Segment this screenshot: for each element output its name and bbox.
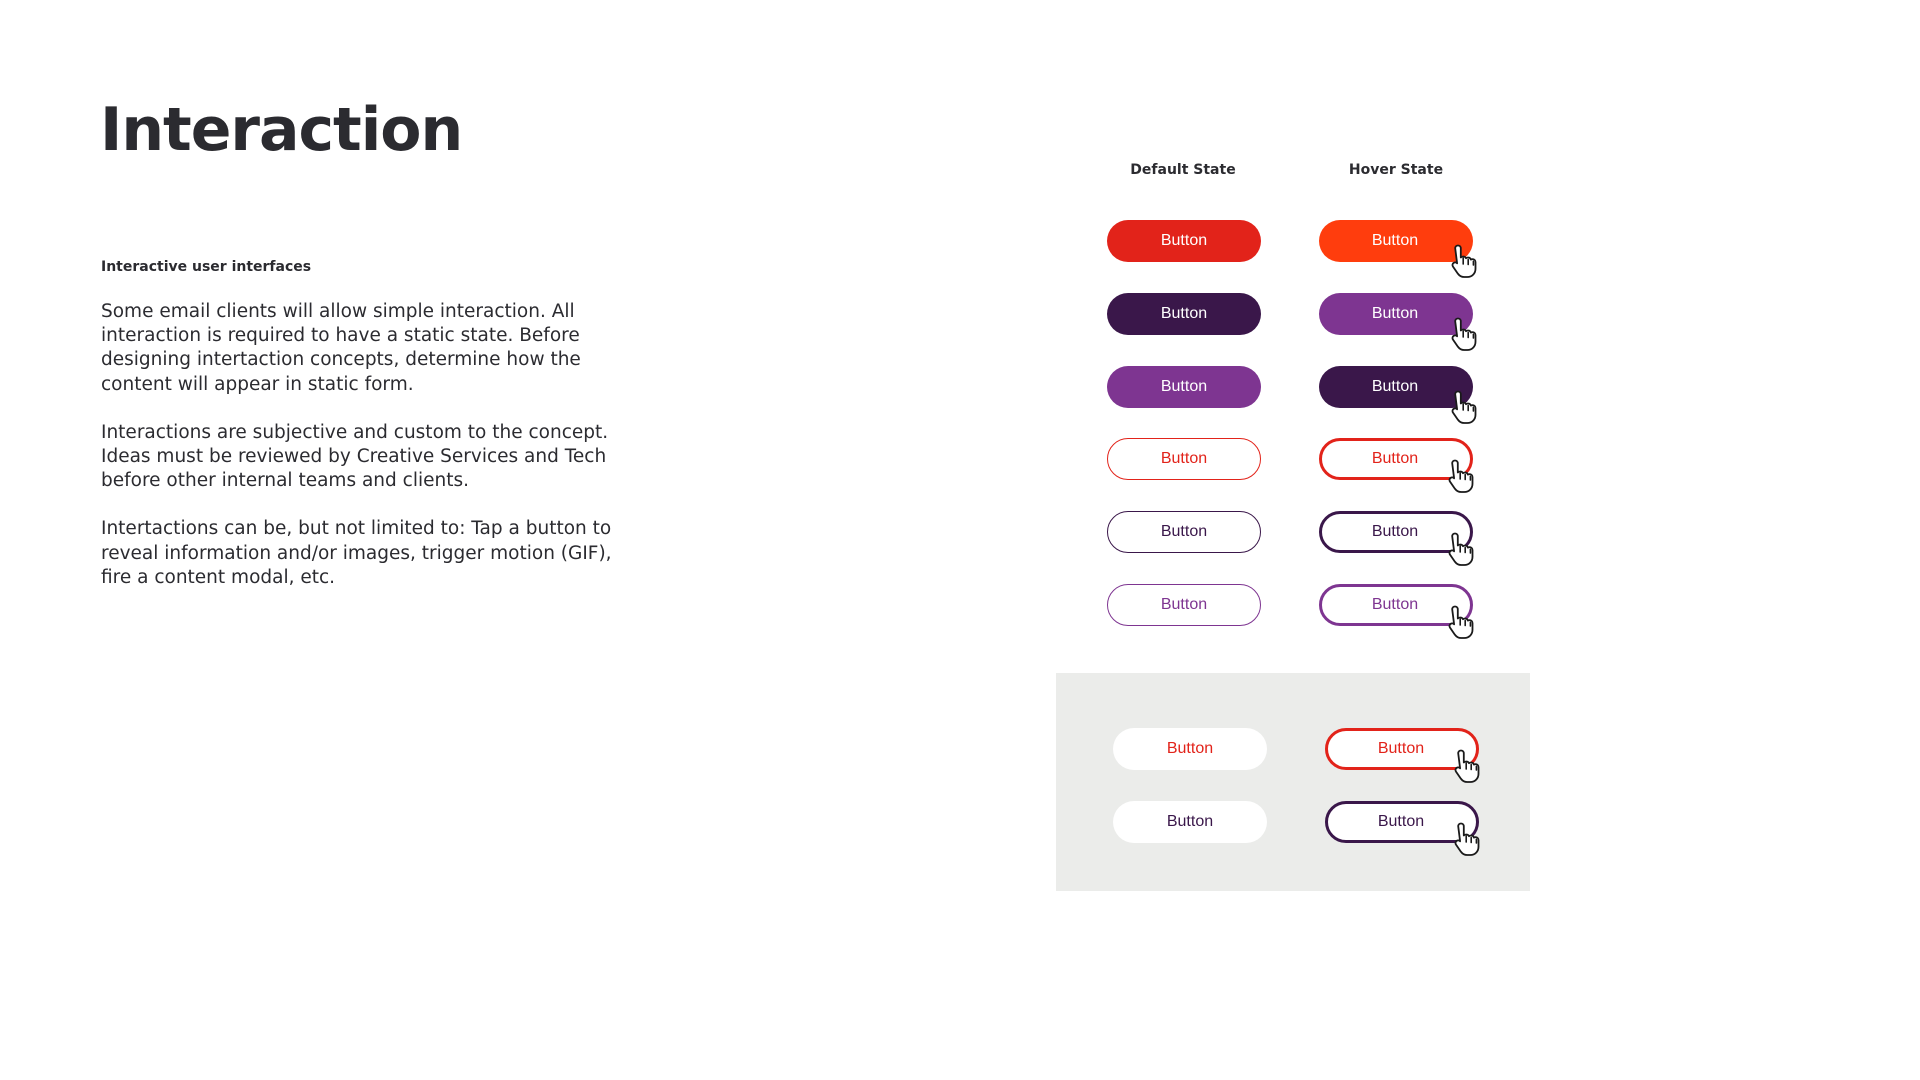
- button-label: Button: [1166, 813, 1214, 830]
- button-label: Button: [1377, 740, 1425, 757]
- body-copy: [101, 300, 641, 614]
- button-label: Button: [1166, 740, 1214, 757]
- button-label: Button: [1371, 596, 1419, 613]
- button-label: Button: [1160, 450, 1208, 467]
- button-label: Button: [1160, 232, 1208, 249]
- solid-red-button-hover[interactable]: [1319, 220, 1473, 262]
- hand-pointer-icon: [1446, 603, 1480, 639]
- hover-state-header: Hover State: [1348, 162, 1444, 178]
- button-label: Button: [1371, 523, 1419, 540]
- hand-pointer-icon: [1449, 315, 1483, 351]
- solid-purple-button-hover[interactable]: [1319, 366, 1473, 408]
- solid-dark-purple-button-hover[interactable]: [1319, 293, 1473, 335]
- button-label: Button: [1371, 378, 1419, 395]
- outline-red-button-hover[interactable]: [1319, 438, 1473, 480]
- paragraph-examples: Intertactions can be, but not limited to: Tap a button to reveal information and/or images, trigger motion (GIF), fire a content modal, etc.: [101, 518, 612, 588]
- paragraph-review: Interactions are subjective and custom to the concept. Ideas must be reviewed by Creative Services and Tech before other internal teams and clients.: [101, 421, 609, 492]
- hand-pointer-icon: [1449, 242, 1483, 278]
- hand-pointer-icon: [1449, 388, 1483, 424]
- outline-dark-purple-button-default[interactable]: [1107, 511, 1261, 553]
- hand-pointer-icon: [1446, 457, 1480, 493]
- hand-pointer-icon: [1452, 820, 1486, 856]
- outline-purple-button-default[interactable]: [1107, 584, 1261, 626]
- outline-red-button-default[interactable]: [1107, 438, 1261, 480]
- button-label: Button: [1371, 232, 1419, 249]
- button-label: Button: [1371, 450, 1419, 467]
- white-red-button-default[interactable]: [1113, 728, 1267, 770]
- white-red-button-hover[interactable]: [1325, 728, 1479, 770]
- white-dark-purple-button-hover[interactable]: [1325, 801, 1479, 843]
- white-dark-purple-button-default[interactable]: [1113, 801, 1267, 843]
- section-label: Interactive user interfaces: [101, 259, 312, 275]
- default-state-header: Default State: [1130, 162, 1236, 178]
- button-label: Button: [1160, 305, 1208, 322]
- button-label: Button: [1371, 305, 1419, 322]
- solid-purple-button-default[interactable]: [1107, 366, 1261, 408]
- outline-dark-purple-button-hover[interactable]: [1319, 511, 1473, 553]
- page-title: Interaction: [100, 95, 463, 165]
- button-label: Button: [1160, 523, 1208, 540]
- hand-pointer-icon: [1446, 530, 1480, 566]
- paragraph-static-state: Some email clients will allow simple interaction. All interaction is required to have a static state. Before designing intertaction concepts, determine how the content will appear in static form.: [101, 301, 581, 395]
- button-label: Button: [1160, 378, 1208, 395]
- solid-dark-purple-button-default[interactable]: [1107, 293, 1261, 335]
- button-label: Button: [1377, 813, 1425, 830]
- button-label: Button: [1160, 596, 1208, 613]
- outline-purple-button-hover[interactable]: [1319, 584, 1473, 626]
- hand-pointer-icon: [1452, 747, 1486, 783]
- solid-red-button-default[interactable]: [1107, 220, 1261, 262]
